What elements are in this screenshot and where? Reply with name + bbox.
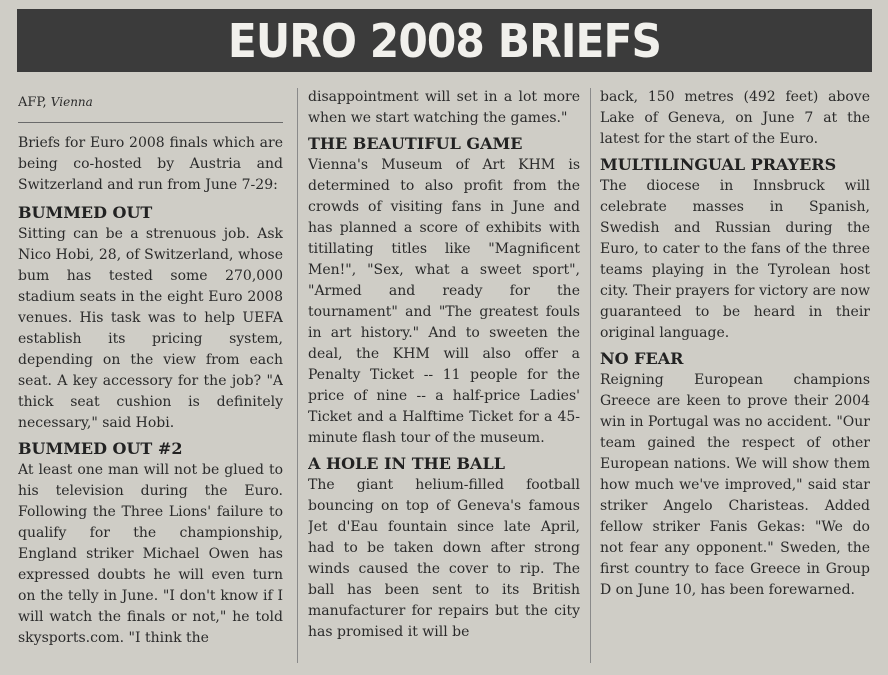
- paragraph-multilingual-prayers: The diocese in Innsbruck will celebrate masses in Spanish, Swedish and Russian during the Euro, to cater to the fans of the three teams playing in the Tyrolean host city. Their prayers for victory are now guaranteed to be heard in their original language.: [600, 178, 870, 341]
- heading-hole-in-ball: A HOLE IN THE BALL: [308, 454, 505, 473]
- byline: [18, 87, 283, 123]
- headline-banner: [17, 9, 872, 72]
- paragraph-no-fear: Reigning European champions Greece are keen to prove their 2004 win in Portugal was no accident. "Our team gained the respect of other European nations. We will show them how much we've improved," said star striker Angelo Charisteas. Added fellow striker Fanis Gekas: "We do not fear any opponent." Sweden, the first country to face Greece in Group D on June 10, has been forewarned.: [600, 372, 870, 598]
- headline-title: EURO 2008 BRIEFS: [227, 13, 662, 68]
- column-1: [18, 87, 283, 667]
- paragraph-hole-in-ball-continued: back, 150 metres (492 feet) above Lake of Geneva, on June 7 at the latest for the start of the Euro.: [600, 89, 870, 147]
- paragraph-beautiful-game: Vienna's Museum of Art KHM is determined to also profit from the crowds of visiting fans in June and has planned a score of exhibits with titillating titles like "Magnificent Men!", "Sex, what a sweet sport", "Armed and ready for the tournament" and "The greatest fouls in art history." And to sweeten the deal, the KHM will also offer a Penalty Ticket -- 11 people for the price of nine -- a half-price Ladies' Ticket and a Halftime Ticket for a 45-minute flash tour of the museum.: [308, 157, 580, 446]
- heading-multilingual-prayers: MULTILINGUAL PRAYERS: [600, 155, 837, 174]
- column-divider: [590, 88, 591, 663]
- intro-paragraph: Briefs for Euro 2008 finals which are being co-hosted by Austria and Switzerland and run from June 7-29:: [18, 135, 283, 193]
- column-2: [308, 87, 580, 667]
- paragraph-bummed-out-2-continued: disappointment will set in a lot more when we start watching the games.": [308, 89, 580, 126]
- byline-location: Vienna: [50, 95, 93, 109]
- heading-beautiful-game: THE BEAUTIFUL GAME: [308, 134, 523, 153]
- paragraph-bummed-out-2: At least one man will not be glued to his television during the Euro. Following the Three Lions' failure to qualify for the championship, England striker Michael Owen has expressed doubts he will even turn on the telly in June. "I don't know if I will watch the finals or not," he told skysports.com. "I think the: [18, 462, 283, 646]
- heading-no-fear: NO FEAR: [600, 349, 684, 368]
- byline-agency: AFP,: [18, 95, 47, 110]
- column-3: [600, 87, 870, 667]
- heading-bummed-out-2: BUMMED OUT #2: [18, 439, 183, 458]
- paragraph-bummed-out: Sitting can be a strenuous job. Ask Nico Hobi, 28, of Switzerland, whose bum has tested some 270,000 stadium seats in the eight Euro 2008 venues. His task was to help UEFA establish its pricing system, depending on the view from each seat. A key accessory for the job? "A thick seat cushion is definitely necessary," said Hobi.: [18, 226, 283, 431]
- column-divider: [297, 88, 298, 663]
- heading-bummed-out: BUMMED OUT: [18, 203, 153, 222]
- paragraph-hole-in-ball: The giant helium-filled football bouncing on top of Geneva's famous Jet d'Eau fountain since late April, had to be taken down after strong winds caused the cover to rip. The ball has been sent to its British manufacturer for repairs but the city has promised it will be: [308, 477, 580, 640]
